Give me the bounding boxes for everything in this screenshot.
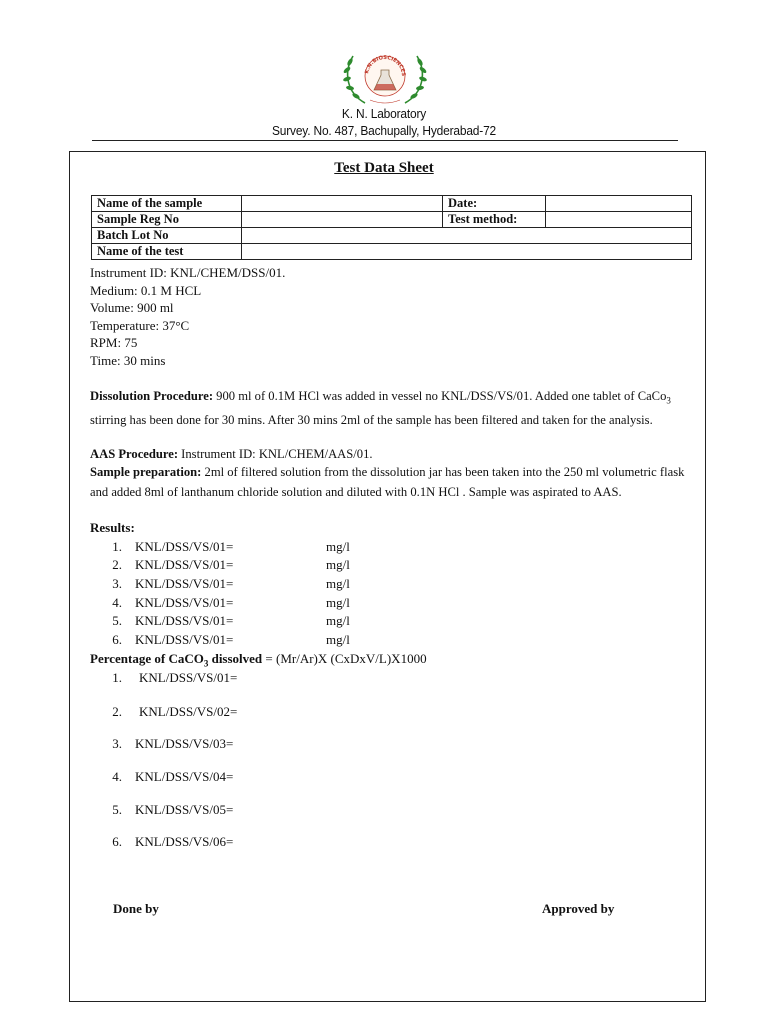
result-code: KNL/DSS/VS/01= (135, 576, 234, 591)
percentage-number: 2. (112, 704, 122, 719)
percentage-code: KNL/DSS/VS/03= (135, 736, 234, 751)
percentage-number: 1. (112, 670, 122, 685)
logo-text: K.N.BIOSCIENCES (364, 54, 407, 77)
percentage-code: KNL/DSS/VS/04= (135, 769, 234, 784)
date-label: Date: (443, 196, 546, 212)
param-temperature: Temperature: 37°C (90, 318, 190, 333)
batch-lot-label: Batch Lot No (92, 228, 242, 244)
result-unit: mg/l (326, 613, 350, 628)
result-number: 6. (112, 632, 122, 647)
sample-preparation (90, 463, 690, 502)
percentage-formula: = (Mr/Ar)X (CxDxV/L)X1000 (262, 651, 427, 666)
sample-reg-label: Sample Reg No (92, 212, 242, 228)
header-divider (92, 140, 678, 141)
percentage-subscript: 3 (203, 658, 209, 669)
table-row (92, 228, 692, 244)
table-row (92, 212, 692, 228)
aas-procedure (90, 445, 690, 465)
done-by-label: Done by (113, 901, 159, 916)
dissolution-procedure (90, 387, 690, 431)
aas-text: Instrument ID: KNL/CHEM/AAS/01. (178, 447, 373, 461)
percentage-label-a: Percentage of CaCO (90, 651, 204, 666)
sample-prep-label: Sample preparation: (90, 465, 202, 479)
param-instrument-id: Instrument ID: KNL/CHEM/DSS/01. (90, 265, 286, 280)
param-volume: Volume: 900 ml (90, 300, 174, 315)
param-time: Time: 30 mins (90, 353, 166, 368)
test-name-label: Name of the test (92, 244, 242, 260)
sample-prep-text: 2ml of filtered solution from the dissolution jar has been taken into the 250 ml volumetric flask and added 8ml of lanthanum chloride solution and diluted with 0.1N HCl . Sample was aspirated to AAS. (90, 465, 685, 499)
result-unit: mg/l (326, 576, 350, 591)
percentage-code: KNL/DSS/VS/01= (139, 670, 238, 685)
result-code: KNL/DSS/VS/01= (135, 539, 234, 554)
dissolution-label: Dissolution Procedure: (90, 389, 214, 403)
percentage-number: 5. (112, 802, 122, 817)
dissolution-subscript: 3 (666, 395, 671, 406)
result-unit: mg/l (326, 632, 350, 647)
table-row (92, 244, 692, 260)
result-number: 2. (112, 557, 122, 572)
sample-name-label: Name of the sample (92, 196, 242, 212)
approved-by-label: Approved by (542, 901, 615, 916)
result-code: KNL/DSS/VS/01= (135, 557, 234, 572)
sample-info-table (91, 195, 692, 260)
percentage-code: KNL/DSS/VS/06= (135, 834, 234, 849)
lab-name: K. N. Laboratory (341, 106, 427, 121)
date-field[interactable] (546, 196, 692, 212)
sample-name-field[interactable] (242, 196, 443, 212)
result-number: 5. (112, 613, 122, 628)
result-unit: mg/l (326, 595, 350, 610)
param-medium: Medium: 0.1 M HCL (90, 283, 202, 298)
table-row (92, 196, 692, 212)
result-unit: mg/l (326, 557, 350, 572)
result-code: KNL/DSS/VS/01= (135, 595, 234, 610)
test-method-field[interactable] (546, 212, 692, 228)
results-heading: Results: (90, 520, 135, 535)
dissolution-text-b: stirring has been done for 30 mins. After 30 mins 2ml of the sample has been filtered and taken for the analysis. (90, 413, 653, 428)
laboratory-logo (335, 48, 435, 110)
percentage-label-b: dissolved (208, 651, 263, 666)
lab-address: Survey. No. 487, Bachupally, Hyderabad-72 (271, 123, 497, 138)
result-number: 1. (112, 539, 122, 554)
result-code: KNL/DSS/VS/01= (135, 613, 234, 628)
test-name-field[interactable] (242, 244, 692, 260)
param-rpm: RPM: 75 (90, 335, 138, 350)
dissolution-text-a: 900 ml of 0.1M HCl was added in vessel no KNL/DSS/VS/01. Added one tablet of CaCo (213, 389, 667, 403)
batch-lot-field[interactable] (242, 228, 692, 244)
percentage-number: 3. (112, 736, 122, 751)
percentage-number: 6. (112, 834, 122, 849)
result-unit: mg/l (326, 539, 350, 554)
result-number: 3. (112, 576, 122, 591)
sheet-title: Test Data Sheet (334, 160, 434, 176)
percentage-number: 4. (112, 769, 122, 784)
result-code: KNL/DSS/VS/01= (135, 632, 234, 647)
sample-reg-field[interactable] (242, 212, 443, 228)
percentage-code: KNL/DSS/VS/05= (135, 802, 234, 817)
percentage-code: KNL/DSS/VS/02= (139, 704, 238, 719)
test-method-label: Test method: (443, 212, 546, 228)
aas-label: AAS Procedure: (90, 447, 179, 461)
result-number: 4. (112, 595, 122, 610)
